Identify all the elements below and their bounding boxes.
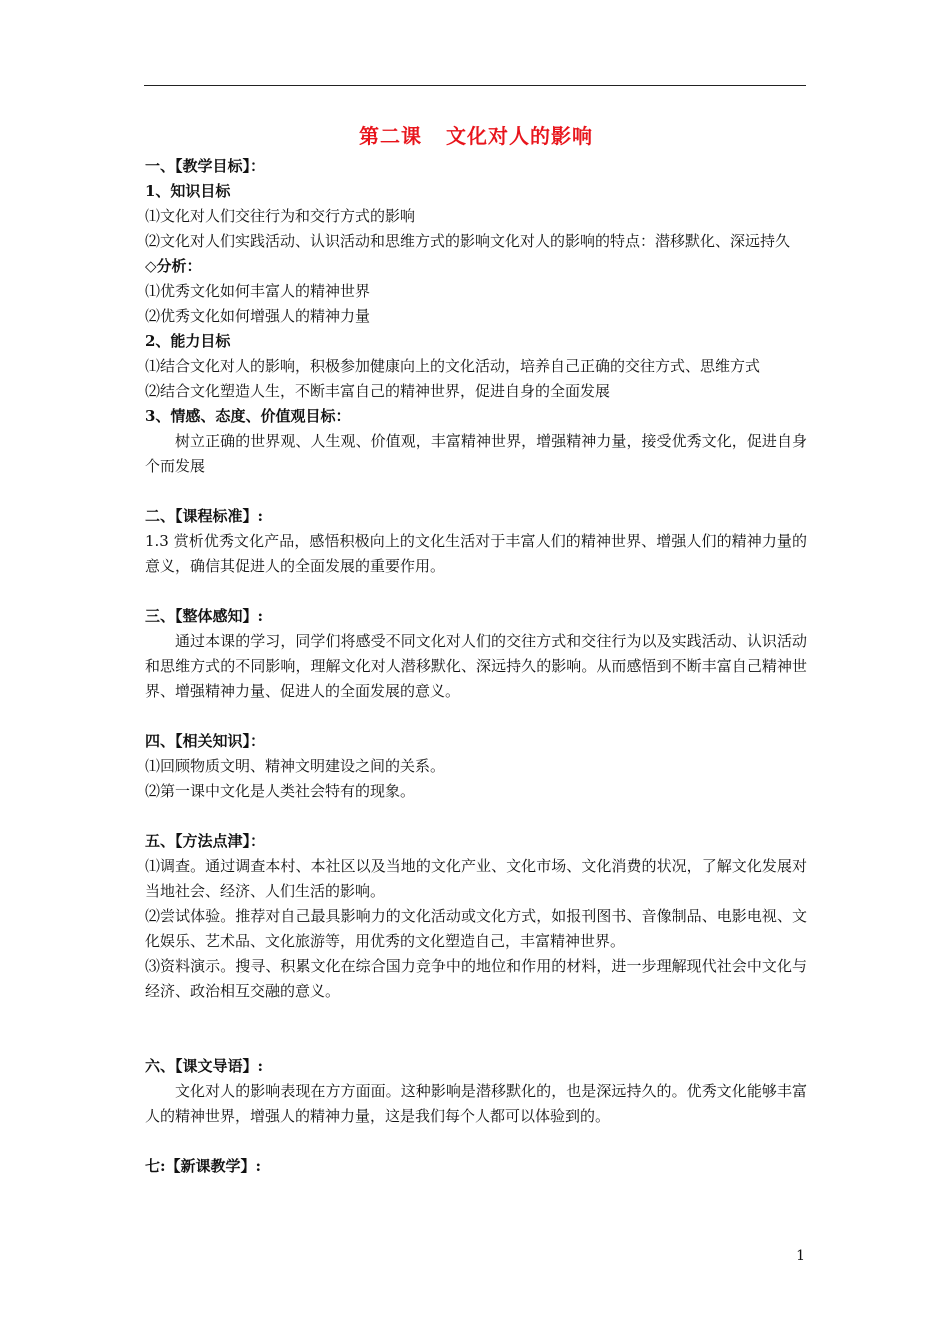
- overview-text: 通过本课的学习，同学们将感受不同文化对人们的交往方式和交往行为以及实践活动、认识活动和思维方式的不同影响，理解文化对人潜移默化、深远持久的影响。从而感悟到不断丰富自己精神世界、增强精神力量、促进人的全面发展的意义。: [145, 632, 807, 700]
- analysis-item-1: ⑴优秀文化如何丰富人的精神世界: [145, 282, 371, 300]
- knowledge-item-2: ⑵文化对人们实践活动、认识活动和思维方式的影响文化对人的影响的特点：潜移默化、深远持久: [145, 232, 791, 250]
- ability-goal-heading: 2、能力目标: [145, 332, 231, 350]
- section-2-heading: 二、【课程标准】:: [145, 507, 264, 525]
- document-body: [145, 120, 807, 1179]
- section-3-heading: 三、【整体感知】:: [145, 607, 264, 625]
- method-item-2: ⑵尝试体验。推荐对自己最具影响力的文化活动或文化方式，如报刊图书、音像制品、电影电视、文化娱乐、艺术品、文化旅游等，用优秀的文化塑造自己，丰富精神世界。: [145, 907, 807, 950]
- title-lesson-name: 文化对人的影响: [446, 124, 593, 148]
- method-item-1: ⑴调查。通过调查本村、本社区以及当地的文化产业、文化市场、文化消费的状况，了解文化发展对当地社会、经济、人们生活的影响。: [145, 857, 807, 900]
- section-1-heading: 一、【教学目标】：: [145, 157, 266, 175]
- ability-item-1: ⑴结合文化对人的影响，积极参加健康向上的文化活动，培养自己正确的交往方式、思维方式: [145, 357, 761, 375]
- curriculum-standard-text: 1.3 赏析优秀文化产品，感悟积极向上的文化生活对于丰富人们的精神世界、增强人们的精神力量的意义，确信其促进人的全面发展的重要作用。: [145, 532, 807, 575]
- ability-item-2: ⑵结合文化塑造人生，不断丰富自己的精神世界，促进自身的全面发展: [145, 382, 611, 400]
- knowledge-item-1: ⑴文化对人们交往行为和交行方式的影响: [145, 207, 416, 225]
- related-knowledge-item-2: ⑵第一课中文化是人类社会特有的现象。: [145, 782, 416, 800]
- attitude-goal-heading: 3、情感、态度、价值观目标：: [145, 407, 351, 425]
- knowledge-goal-heading: 1、知识目标: [145, 182, 231, 200]
- related-knowledge-item-1: ⑴回顾物质文明、精神文明建设之间的关系。: [145, 757, 446, 775]
- section-4-heading: 四、【相关知识】：: [145, 732, 266, 750]
- header-rule: [144, 85, 806, 86]
- attitude-goal-text: 树立正确的世界观、人生观、价值观，丰富精神世界，增强精神力量，接受优秀文化，促进自身个而发展: [145, 432, 807, 475]
- section-7-heading: 七:【新课教学】:: [145, 1157, 262, 1175]
- title-lesson-number: 第二课: [359, 124, 422, 148]
- analysis-item-2: ⑵优秀文化如何增强人的精神力量: [145, 307, 371, 325]
- analysis-heading: ◇分析：: [145, 257, 202, 275]
- page-number: 1: [796, 1248, 805, 1264]
- lesson-intro-text: 文化对人的影响表现在方方面面。这种影响是潜移默化的，也是深远持久的。优秀文化能够丰富人的精神世界，增强人的精神力量，这是我们每个人都可以体验到的。: [145, 1082, 807, 1125]
- method-item-3: ⑶资料演示。搜寻、积累文化在综合国力竞争中的地位和作用的材料，进一步理解现代社会中文化与经济、政治相互交融的意义。: [145, 957, 807, 1000]
- section-5-heading: 五、【方法点津】：: [145, 832, 266, 850]
- section-6-heading: 六、【课文导语】:: [145, 1057, 264, 1075]
- lesson-title: [145, 120, 807, 152]
